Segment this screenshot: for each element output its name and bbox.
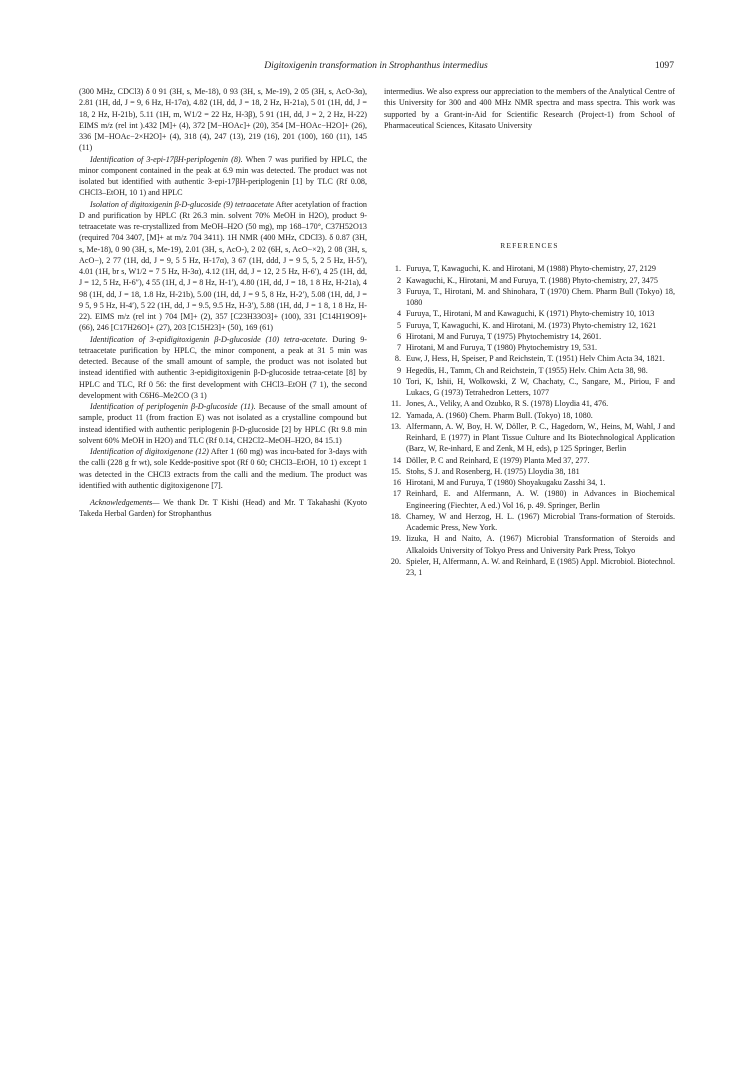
reference-number: 17 <box>392 489 401 499</box>
paragraph-lead: Identification of digitoxigenone (12) <box>90 447 209 456</box>
reference-number: 4 <box>396 309 401 319</box>
paragraph-text: (300 MHz, CDCl3) δ 0 91 (3H, s, Me-18), 0 93 (3H, s, Me-19), 2 05 (3H, s, AcO-3α), 2.81 (1H, dd, J = 9, 6 Hz, H-17α), 4.82 (1H, dd, J = 18, 2 Hz, H-21a), 5 01 (1H, dd, J = 18, 2 Hz, H-21b), 5.11 (1H, m, W1/2 = 22 Hz, H-3β), 5 91 (1H, dd, J = 2, 2 Hz, H-22) EIMS m/z (rel int ).432 [M]+ (4), 372 [M−HOAc]+ (20), 354 [M−HOAc−H2O]+ (26), 336 [M−HOAc−2×H2O]+ (4), 318 (4), 247 (13), 219 (16), 201 (100), 160 (11), 145 (11) <box>79 87 367 153</box>
paragraph-lead: Isolation of digitoxigenin β-D-glucoside (9) tetraacetate <box>90 199 274 209</box>
reference-text: Hirotani, M and Furuya, T (1980) Shoyakugaku Zasshi 34, 1. <box>406 478 606 487</box>
reference-number: 7 <box>396 343 401 352</box>
reference-text: Yamada, A. (1960) Chem. Pharm Bull. (Tokyo) 18, 1080. <box>406 410 593 420</box>
section-paragraph-10 <box>79 334 367 402</box>
running-title: Digitoxigenin transformation in Strophanthus intermedius <box>264 60 488 71</box>
paragraph-lead: Identification of 3-epi-17βH-periplogenin (8). <box>90 154 243 164</box>
reference-number: 10 <box>392 376 401 386</box>
reference-item <box>384 556 675 579</box>
reference-text: Stohs, S J. and Rosenberg, H. (1975) Lloydia 38, 181 <box>406 466 580 476</box>
paragraph-lead: Identification of 3-epidigitoxigenin β-D-glucoside (10) tetra-acetate. <box>90 334 328 344</box>
reference-number: 18. <box>390 511 401 521</box>
section-paragraph-12 <box>79 446 367 491</box>
reference-text: Furuya, T, Kawaguchi, K. and Hirotani, M (1988) Phyto-chemistry, 27, 2129 <box>406 264 656 274</box>
reference-text: Reinhard, E. and Alfermann, A. W. (1980) in Advances in Biochemical Engineering (Fiechter, A ed.) Vol 16, p. 49. Springer, Berlin <box>406 489 675 510</box>
reference-text: Euw, J, Hess, H, Speiser, P and Reichstein, T. (1951) Helv Chim Acta 34, 1821. <box>406 354 665 364</box>
reference-text: Alfermann, A. W, Boy, H. W, Döller, P. C., Hagedorn, W., Heins, M, Wahl, J and Reinhard, E (1977) in Plant Tissue Culture and Its Biotechnological Application (Barz, W, Re-inhard, E and Zenk, M H, eds), p 125 Springer, Berlin <box>406 421 675 454</box>
reference-text: Tori, K, Ishii, H, Wolkowski, Z W, Chachaty, C., Sangare, M., Piriou, F and Lukacs, G (1973) Tetrahedron Letters, 1077 <box>406 376 675 397</box>
reference-text: Furuya, T., Hirotani, M. and Shinohara, T (1970) Chem. Pharm Bull (Tokyo) 18, 1080 <box>406 286 675 307</box>
reference-item <box>384 488 675 511</box>
reference-item <box>384 477 675 488</box>
paragraph-text: During 9-tetraacetate purification by HPLC, the minor component, a peak at 31 5 min was detected. Because of the small amount of sample, the product was not isolated but instead identified with authentic 3-epidigitoxigenin β-D-glucoside tetraa-cetate [8] by HPLC and TLC, Rf 0 56: the first development with CHCl3–EtOH (7 1), the second development with C6H6–Me2CO (3 1) <box>79 334 367 400</box>
reference-number: 19. <box>390 534 401 544</box>
reference-item <box>384 320 675 331</box>
reference-item <box>384 331 675 342</box>
reference-text: Hirotani, M and Furuya, T (1980) Phytochemistry 19, 531. <box>406 343 598 352</box>
paragraph-lead: Identification of periplogenin β-D-glucoside (11). <box>90 402 256 411</box>
reference-item <box>384 376 675 399</box>
references-list <box>384 263 675 578</box>
reference-item <box>384 421 675 455</box>
paragraph-text: Because of the small amount of sample, product 11 (from fraction E) was not isolated as a crystalline compound but instead identified with authentic periplogenin β-D-glucoside [2] by HPLC (Rt 9.8 min solvent 60% MeOH in H2O) and TLC (Rf 0.14, CH2Cl2–MeOH–H2O, 84 15.1) <box>79 402 368 445</box>
right-column <box>384 86 675 578</box>
reference-item <box>384 286 675 309</box>
paragraph-text: We thank Dr. T Kishi (Head) and Mr. T Takahashi (Kyoto Takeda Herbal Garden) for Strophanthus <box>79 498 367 519</box>
reference-number: 9 <box>396 365 401 375</box>
reference-item <box>384 455 675 466</box>
reference-number: 14 <box>392 455 401 465</box>
left-column <box>79 86 367 520</box>
reference-number: 12. <box>390 410 401 420</box>
reference-item <box>384 466 675 477</box>
paragraph-lead: Acknowledgements— <box>90 498 160 507</box>
reference-number: 2 <box>396 275 401 285</box>
reference-number: 16 <box>392 478 401 487</box>
references-heading: REFERENCES <box>500 241 559 250</box>
reference-number: 11. <box>391 399 401 409</box>
reference-item <box>384 511 675 534</box>
reference-text: Iizuka, H and Naito, A. (1967) Microbial Transformation of Steroids and Alkaloids University of Tokyo Press and University Park Press, Tokyo <box>406 534 675 555</box>
page-number: 1097 <box>654 60 674 71</box>
acknowledgements-paragraph <box>79 497 367 520</box>
reference-item <box>384 398 675 409</box>
reference-text: Hegedüs, H., Tamm, Ch and Reichstein, T (1955) Helv. Chim Acta 38, 98. <box>406 365 648 375</box>
reference-text: Spieler, H, Alfermann, A. W. and Reinhard, E (1985) Appl. Microbiol. Biotechnol. 23, 1 <box>406 556 675 577</box>
reference-text: Charney, W and Herzog, H. L. (1967) Microbial Trans-formation of Steroids. Academic Press, New York. <box>406 511 675 532</box>
reference-text: Kawaguchi, K., Hirotani, M and Furuya, T. (1988) Phyto-chemistry, 27, 3475 <box>406 275 658 285</box>
reference-number: 15. <box>390 466 401 476</box>
reference-text: Döller, P. C and Reinhard, E (1979) Planta Med 37, 277. <box>406 455 590 465</box>
reference-item <box>384 410 675 421</box>
paragraph-text: After acetylation of fraction D and purification by HPLC (Rt 26.3 min. solvent 70% MeOH in H2O), product 9-tetraacetate was re-crystallized from MeOH–H2O (50 mg), mp 168–170°, C37H52O13 (required 704 3407, [M]+ at m/z 704 3411). 1H NMR (400 MHz, CDCl3). δ 0.87 (3H, s, Me-18), 0 90 (3H, s, Me-19), 2.01 (3H, s, AcO-), 2 02 (6H, s, AcO−×2), 2 08 (3H, s, AcO−), 2 77 (1H, dd, J = 9, 5 5 Hz, H-17α), 3 67 (1H, ddd, J = 9 5, 5, 2 5 Hz, H-5′), 4.01 (1H, br s, W1/2 = 7 5 Hz, H-3α), 4.12 (1H, dd, J = 12, 2 5 Hz, H-6′), 4 25 (1H, dd, J = 12, 5 Hz, H-6″), 4 55 (1H, d, J = 8 Hz, H-1′), 4.80 (1H, dd, J = 18, 1 8 Hz, H-21a), 4 98 (1H, dd, J = 18, 1.8 Hz, H-21b), 5.00 (1H, dd, J = 9 5, 8 Hz, H-2′), 5.08 (1H, dd, J = 9 5, 9 5 Hz, H-4′), 5 22 (1H, dd, J = 9.5, 9.5 Hz, H-3′), 5.88 (1H, dd, J = 1 8, 1 8 Hz, H-22). EIMS m/z (rel int ) 704 [M]+ (2), 357 [C23H33O3]+ (100), 331 [C14H19O9]+ (66), 246 [C17H26O]+ (27), 203 [C15H23]+ (50), 169 (61) <box>79 199 367 333</box>
reference-item <box>384 275 675 286</box>
section-paragraph-11 <box>79 401 367 446</box>
reference-number: 6 <box>396 331 401 341</box>
reference-item <box>384 353 675 364</box>
paragraph-text: When 7 was purified by HPLC, the minor component contained in the peak at 6.9 min was detected. The product was not isolated but identified with authentic 3-epi-17βH-periplogenin [1] by TLC (Rf 0.08, CHCl3–EtOH, 10 1) and HPLC <box>79 154 367 198</box>
reference-item <box>384 308 675 319</box>
reference-item <box>384 342 675 353</box>
nmr-data-paragraph <box>79 86 367 154</box>
paragraph-text: After 1 (60 mg) was incu-bated for 3-days with the calli (228 g fr wt), sole Kedde-positive spot (Rf 0 60; CHCl3–EtOH, 10 1) except 1 was detected in the CHCl3 extracts from the calli and the medium. The product was identified with authentic digitoxigenone [7]. <box>79 447 367 490</box>
running-header <box>78 60 674 74</box>
reference-number: 13. <box>390 421 401 431</box>
reference-text: Hirotani, M and Furuya, T (1975) Phytochemistry 14, 2601. <box>406 331 602 341</box>
reference-number: 20. <box>390 556 401 566</box>
reference-number: 8. <box>394 354 401 364</box>
reference-item <box>384 263 675 274</box>
reference-number: 1. <box>394 264 401 274</box>
reference-text: Jones, A., Veliky, A and Ozubko, R S. (1978) Lloydia 41, 476. <box>406 399 609 409</box>
reference-text: Furuya, T., Hirotani, M and Kawaguchi, K (1971) Phyto-chemistry 10, 1013 <box>406 309 655 319</box>
section-paragraph-8 <box>79 154 367 199</box>
reference-number: 5 <box>396 320 401 330</box>
acknowledgements-continued: intermedius. We also express our appreciation to the members of the Analytical Centre of this University for 300 and 400 MHz NMR spectra and mass spectra. This work was supported by a Grant-in-Aid for Scientific Research (Project-1) from School of Pharmaceutical Sciences, Kitasato University <box>384 87 675 130</box>
reference-item <box>384 533 675 556</box>
reference-number: 3 <box>396 286 401 296</box>
reference-text: Furuya, T, Kawaguchi, K. and Hirotani, M. (1973) Phyto-chemistry 12, 1621 <box>406 320 657 330</box>
reference-item <box>384 365 675 376</box>
section-paragraph-9 <box>79 199 367 334</box>
